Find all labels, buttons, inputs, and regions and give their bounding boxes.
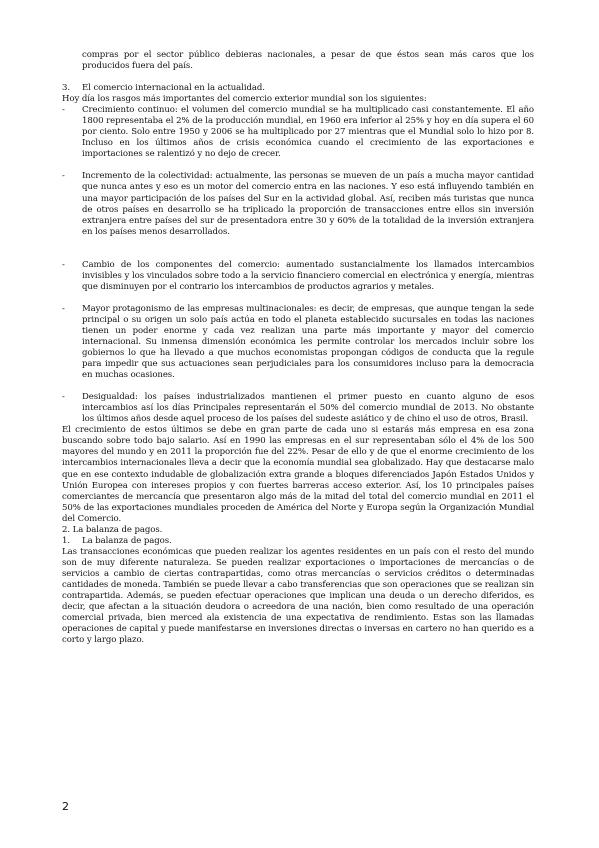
subsection-title: La balanza de pagos. [82,535,172,546]
subsection-heading [62,536,534,547]
page-number: 2 [62,800,69,813]
bullet-item [62,105,534,160]
bullet-dash: - [62,259,65,270]
bullet-dash: - [62,303,65,314]
spacer [62,293,534,304]
bullet-item [62,304,534,381]
bullet-item [62,171,534,237]
section-heading-2: 2. La balanza de pagos. [62,524,163,535]
document-body [62,50,534,646]
section-heading-3 [62,83,534,94]
bullet-text: Cambio de los componentes del comercio: aumentado sustancialmente los llamados intercambios invisibles y los vinculados sobre todo a la servicio financiero comercial en electrónica y energía, mientras que disminuyen por el contrario los intercambios de productos agrarios y metales. [82,259,534,292]
bullet-dash: - [62,105,65,116]
bullet-text: Incremento de la colectividad: actualmente, las personas se mueven de un país a mucha mayor cantidad que nunca antes y eso es un motor del comercio entra en las naciones. Y eso está influyendo también en una mayor participación de los países del Sur en la actividad global. Así, reciben más turistas que nunca de otros países en desarrollo se ha triplicado la proporción de transacciones entre ellos sin inversión extranjera entre países del sur de presentadora entre 30 y 60% de la totalidad de la inversión extranjera en los países menos desarrollados. [82,171,534,237]
spacer [62,381,534,392]
section-number: 3. [62,83,70,94]
bullet-dash: - [62,171,65,182]
spacer [62,72,534,83]
spacer [62,160,534,171]
continued-paragraph: compras por el sector público debieras nacionales, a pesar de que éstos sean más caros que los producidos fuera del país. [82,50,534,72]
subsection-number: 1. [62,535,70,546]
bullet-item [62,260,534,293]
section-title: El comercio internacional en la actualidad. [82,83,265,94]
bullet-item [62,392,534,425]
intro-paragraph: Hoy día los rasgos más importantes del comercio exterior mundial son los siguientes: [62,94,427,105]
growth-paragraph: El crecimiento de estos últimos se debe en gran parte de cada uno si estarás más empresa en esa zona buscando sobre todo bajo salario. Así en 1990 las empresas en el sur representaban sólo el 4% de los 500 mayores del mundo y en 2011 la proporción fue del 22%. Pesar de ello y de que el enorme crecimiento de los intercambios internacionales lleva a decir que la economía mundial sea globalizado. Hay que destacarse malo que en ese contexto indudable de globalización extra grande a bloques diferenciados Japón Estados Unidos y Unión Europea con intereses propios y con fuertes barreras acceso exterior. Así, los 10 principales países comerciantes de mercancía que presentaron algo más de la mitad del total del comercio mundial en 2011 el 50% de las exportaciones mundiales proceden de América del Norte y Europa según la Organización Mundial del Comercio. [62,425,534,524]
bullet-text: Crecimiento continuo: el volumen del comercio mundial se ha multiplicado casi constantemente. El año 1800 representaba el 2% de la producción mundial, en 1960 era inferior al 25% y hoy en día supera el 60 por ciento. Solo entre 1950 y 2006 se ha multiplicado por 27 mientras que el Mundial solo lo hizo por 8. Incluso en los últimos años de crisis económica cuando el crecimiento de las exportaciones e importaciones se ralentizó y no dejo de crecer. [82,105,534,160]
bullet-text: Desigualdad: los países industrializados mantienen el primer puesto en cuanto alguno de esos intercambios así los días Principales representarán el 50% del comercio mundial de 2013. No obstante los últimos años desde aquel proceso de los países del sudeste asiático y de chino el uso de otros, Brasil. [82,392,534,425]
spacer [62,238,534,260]
bullet-dash: - [62,392,65,403]
balance-paragraph: Las transacciones económicas que pueden realizar los agentes residentes en un país con el resto del mundo son de muy diferente naturaleza. Se pueden realizar exportaciones o importaciones de mercancías o de servicios a cambio de ciertas contrapartidas, como otras mercancías o servicios créditos o determinadas cantidades de moneda. También se puede llevar a cabo transferencias que son operaciones que se realizan sin contrapartida. Además, se pueden efectuar operaciones que implican una deuda o un derecho diferidos, es decir, que afectan a la situación deudora o acreedora de una nación, bien como resultado de una operación comercial privada, bien merced ala existencia de una expectativa de rendimiento. Estas son las llamadas operaciones de capital y puede manifestarse en inversiones directas o inversas en cartero no han querido es a corto y largo plazo. [62,546,534,646]
bullet-text: Mayor protagonismo de las empresas multinacionales: es decir, de empresas, que aunque tengan la sede principal o su origen un solo país actúa en todo el planeta establecido sucursales en todas las naciones tienen un poder enorme y cada vez realizan una parte más importante y mayor del comercio internacional. Su inmensa dimensión económica les permite controlar los mercados incluir sobre los gobiernos lo que ha llevado a que muchos economistas propongan códigos de conducta que la regule para impedir que sus actuaciones sean perjudiciales para los consumidores incluso para la democracia en muchas ocasiones. [82,303,534,381]
